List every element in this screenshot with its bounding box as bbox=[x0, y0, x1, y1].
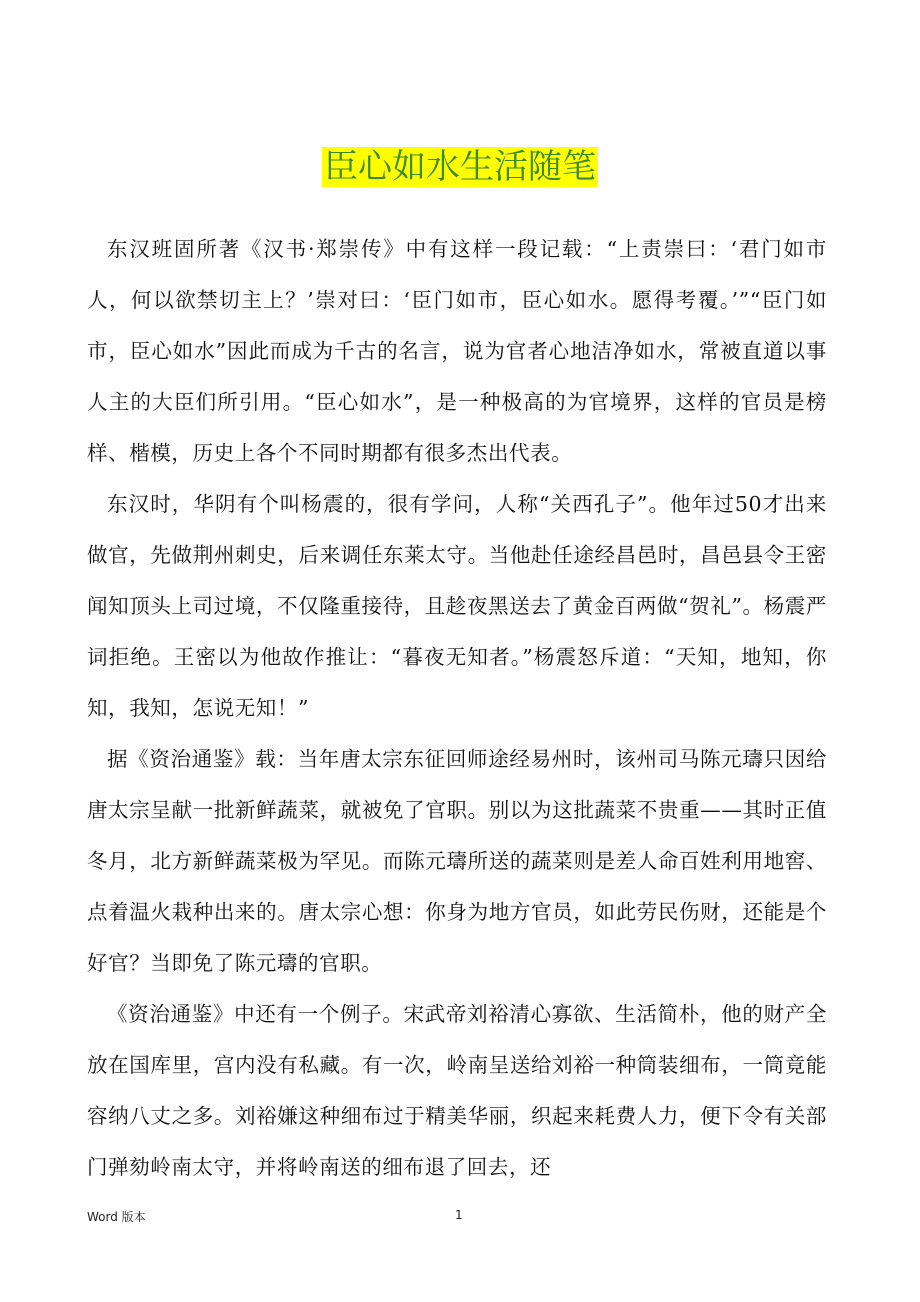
footer-label: Word 版本 bbox=[87, 1210, 146, 1224]
paragraph-4: 《资治通鉴》中还有一个例子。宋武帝刘裕清心寡欲、生活简朴，他的财产全放在国库里，宫内没有私藏。有一次，岭南呈送给刘裕一种筒装细布，一筒竟能容纳八丈之多。刘裕嫌这种细布过于精美华丽，织起来耗费人力，便下令有关部门弹劾岭南太守，并将岭南送的细布退了回去，还 bbox=[87, 1002, 827, 1179]
document-body bbox=[87, 224, 827, 1193]
document-title-container bbox=[0, 142, 920, 192]
document-title: 臣心如水生活随笔 bbox=[324, 147, 596, 187]
paragraph-3: 据《资治通鉴》载：当年唐太宗东征回师途经易州时，该州司马陈元璹只因给唐太宗呈献一批新鲜蔬菜，就被免了官职。别以为这批蔬菜不贵重——其时正值冬月，北方新鲜蔬菜极为罕见。而陈元璹所送的蔬菜则是差人命百姓利用地窖、点着温火栽种出来的。唐太宗心想：你身为地方官员，如此劳民伤财，还能是个好官？当即免了陈元璹的官职。 bbox=[87, 747, 827, 975]
paragraph-1: 东汉班固所著《汉书·郑崇传》中有这样一段记载：“上责崇曰：‘君门如市人，何以欲禁切主上？’崇对曰：‘臣门如市，臣心如水。愿得考覆。’”“臣门如市，臣心如水”因此而成为千古的名言，说为官者心地洁净如水，常被直道以事人主的大臣们所引用。“臣心如水”，是一种极高的为官境界，这样的官员是榜样、楷模，历史上各个不同时期都有很多杰出代表。 bbox=[87, 237, 827, 465]
page-number: 1 bbox=[455, 1208, 463, 1222]
paragraph-2: 东汉时，华阴有个叫杨震的，很有学问，人称“关西孔子”。他年过50才出来做官，先做荆州刺史，后来调任东莱太守。当他赴任途经昌邑时，昌邑县令王密闻知顶头上司过境，不仅隆重接待，且趁夜黑送去了黄金百两做“贺礼”。杨震严词拒绝。王密以为他故作推让：“暮夜无知者。”杨震怒斥道：“天知，地知，你知，我知，怎说无知！” bbox=[87, 492, 827, 720]
